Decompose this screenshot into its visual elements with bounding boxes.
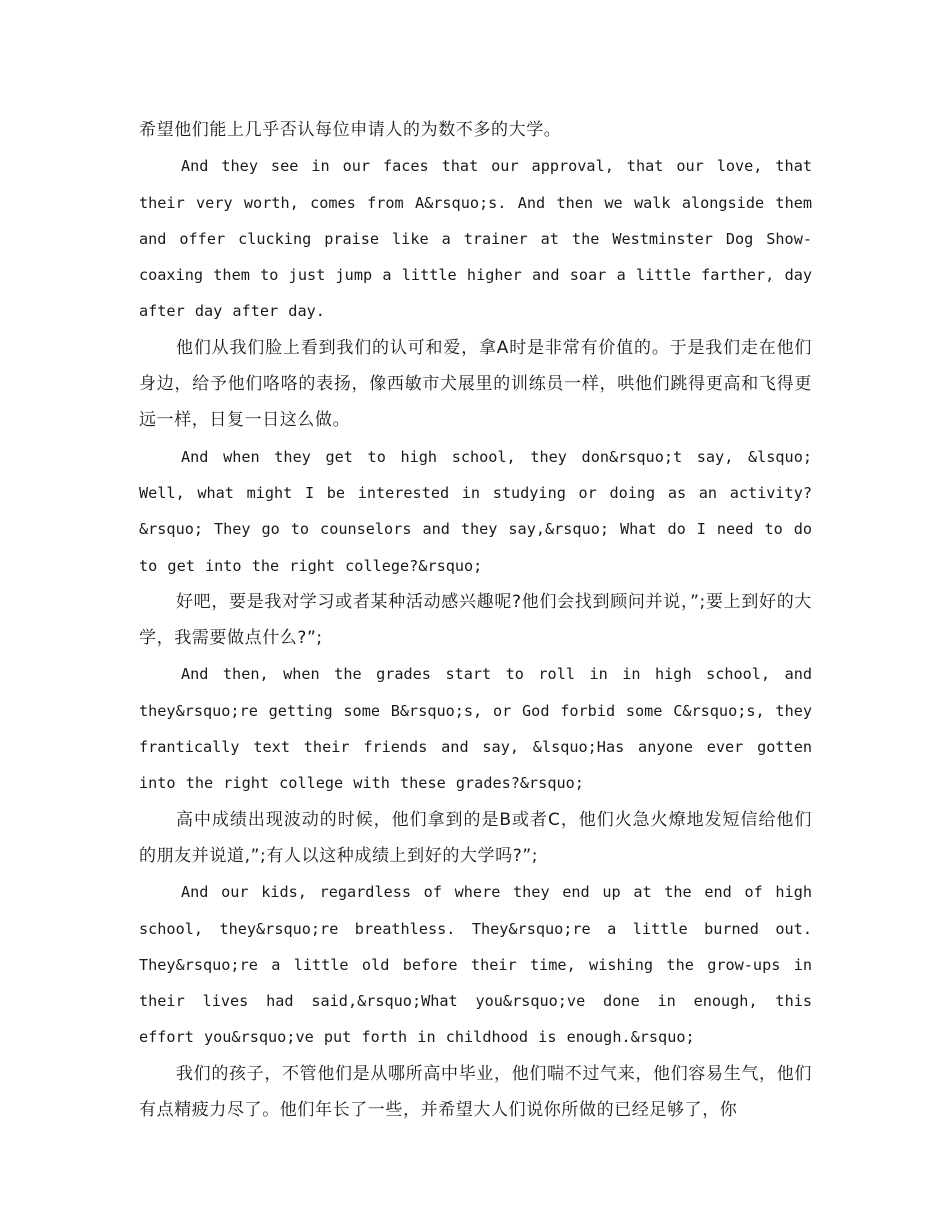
paragraph-zh-5: 我们的孩子，不管他们是从哪所高中毕业，他们喘不过气来，他们容易生气，他们有点精疲力尽了。他们年长了一些，并希望大人们说你所做的已经足够了，你 [139,1063,812,1121]
paragraph-zh-4: 高中成绩出现波动的时候，他们拿到的是B或者C，他们火急火燎地发短信给他们的朋友并说道,”;有人以这种成绩上到好的大学吗?”; [139,809,812,866]
paragraph-zh-2: 他们从我们脸上看到我们的认可和爱，拿A时是非常有价值的。于是我们走在他们身边，给予他们咯咯的表扬，像西敏市犬展里的训练员一样，哄他们跳得更高和飞得更远一样，日复一日这么做。 [139,337,812,431]
paragraph-en-2: And when they get to high school, they don&rsquo;t say, &lsquo; Well, what might I be interested in studying or doing as an activity? &rsquo; They go to counselors and they say,&rsquo; What do I need to do to get into the right college?&rsquo; [139,447,812,575]
paragraph-zh-1: 希望他们能上几乎否认每位申请人的为数不多的大学。 [139,120,562,140]
paragraph-zh-3: 好吧，要是我对学习或者某种活动感兴趣呢?他们会找到顾问并说，”;要上到好的大学，我需要做点什么?”; [139,591,812,649]
paragraph-en-1: And they see in our faces that our approval, that our love, that their very worth, comes from A&rsquo;s. And then we walk alongside them and offer clucking praise like a trainer at the Westminster Dog Show-coaxing them to just jump a little higher and soar a little farther, day after day after day. [139,157,812,321]
paragraph-en-4: And our kids, regardless of where they end up at the end of high school, they&rsquo;re breathless. They&rsquo;re a little burned out. They&rsquo;re a little old before their time, wishing the grow-ups in their lives had said,&rsquo;What you&rsquo;ve done in enough, this effort you&rsquo;ve put forth in childhood is enough.&rsquo; [139,883,812,1047]
paragraph-en-3: And then, when the grades start to roll in in high school, and they&rsquo;re getting some B&rsquo;s, or God forbid some C&rsquo;s, they frantically text their friends and say, &lsquo;Has anyone ever gotten into the right college with these grades?&rsquo; [139,665,812,793]
document-body [139,112,812,1128]
